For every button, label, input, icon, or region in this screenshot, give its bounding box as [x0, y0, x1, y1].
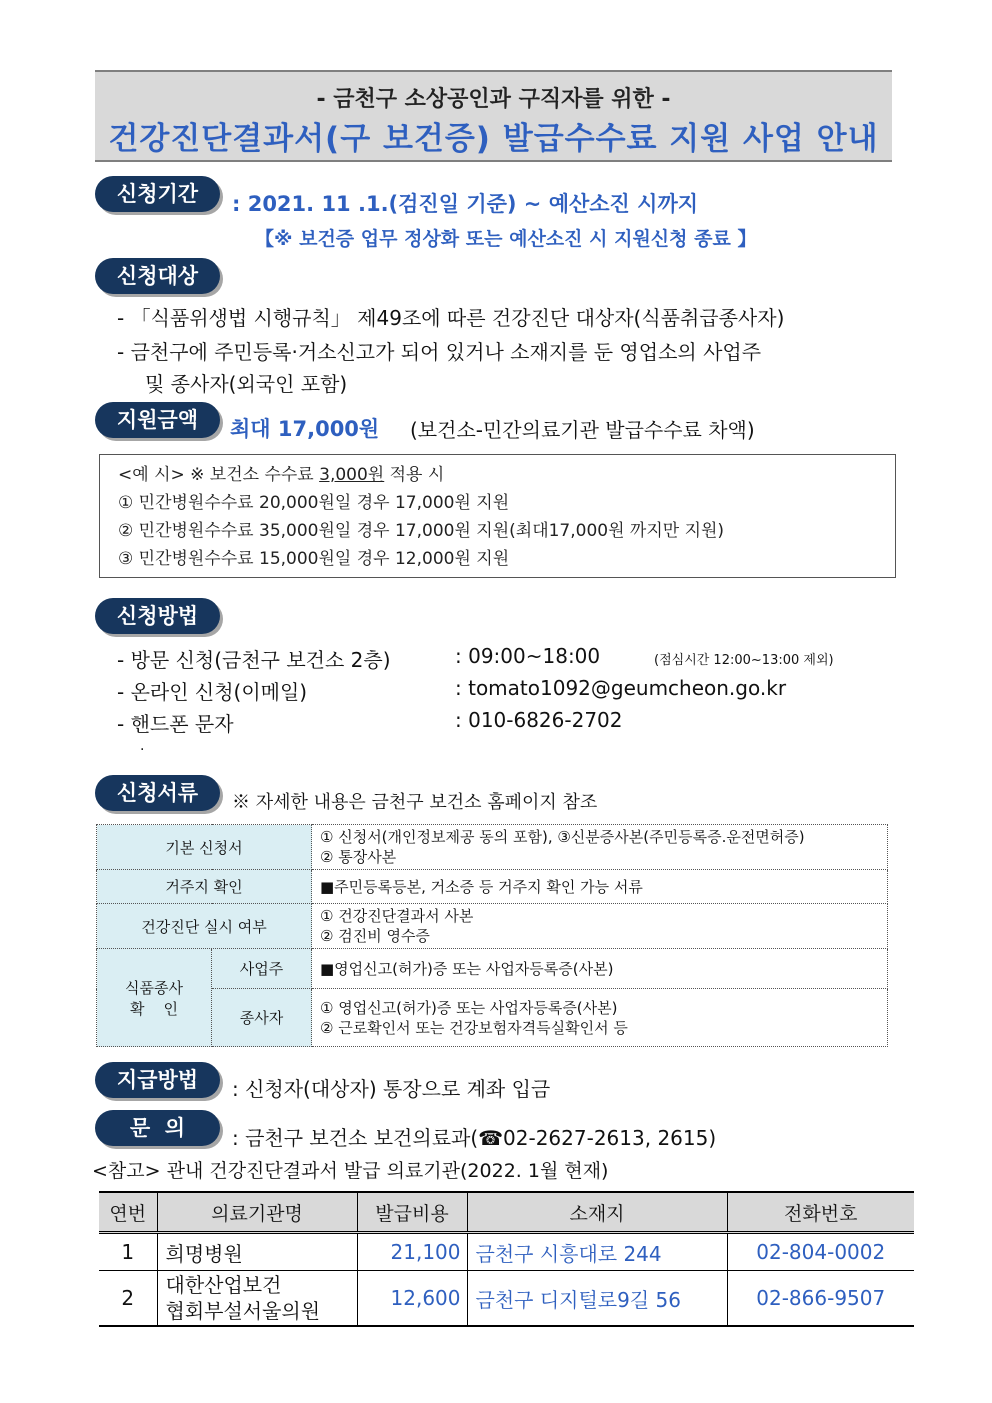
hospital-table: [99, 1191, 914, 1327]
docs-owner-value: ■영업신고(허가)증 또는 사업자등록증(사본): [312, 949, 888, 989]
docs-note: ※ 자세한 내용은 금천구 보건소 홈페이지 참조: [232, 792, 598, 813]
col-header-no: 연번: [99, 1192, 157, 1233]
hospital-name: 희명병원: [157, 1233, 357, 1271]
docs-row-health: [97, 904, 888, 949]
example-head-suffix: 적용 시: [384, 465, 445, 485]
docs-row-basic: [97, 825, 888, 870]
hospital-address: 금천구 디지털로9길 56: [467, 1271, 727, 1327]
docs-worker-label: 종사자: [212, 989, 312, 1047]
docs-basic-2: ② 통장사본: [320, 848, 397, 866]
method-online-label: - 온라인 신청(이메일): [117, 680, 308, 704]
example-line-3: ③ 민간병원수수료 15,000원일 경우 12,000원 지원: [118, 549, 510, 569]
method-lunch-note: (점심시간 12:00~13:00 제외): [654, 653, 834, 668]
docs-worker-1: ① 영업신고(허가)증 또는 사업자등록증(사본): [320, 998, 618, 1017]
table-row: [99, 1233, 914, 1271]
docs-worker-value: [312, 989, 888, 1047]
amount-max: 최대 17,000원: [230, 417, 380, 441]
col-header-address: 소재지: [467, 1192, 727, 1233]
target-item-2-cont: 및 종사자(외국인 포함): [145, 372, 348, 396]
target-item-1: - 「식품위생법 시행규칙」 제49조에 따른 건강진단 대상자(식품취급종사자): [117, 306, 785, 330]
method-visit-label: - 방문 신청(금천구 보건소 2층): [117, 648, 391, 672]
badge-target: 신청대상: [95, 258, 220, 294]
documents-table: [96, 824, 888, 1047]
docs-health-label: 건강진단 실시 여부: [97, 904, 312, 949]
docs-basic-label: 기본 신청서: [97, 825, 312, 870]
reference-title: <참고> 관내 건강진단결과서 발급 의료기관(2022. 1월 현재): [92, 1160, 609, 1182]
inquiry-text: : 금천구 보건소 보건의료과(☎02-2627-2613, 2615): [232, 1126, 717, 1150]
docs-health-value: [312, 904, 888, 949]
hospital-name-cell: [157, 1271, 357, 1327]
hospital-no: 2: [99, 1271, 157, 1327]
docs-resid-label: 거주지 확인: [97, 870, 312, 904]
hospital-address: 금천구 시흥대로 244: [467, 1233, 727, 1271]
example-box: [99, 454, 896, 578]
docs-food-label-2: 확 인: [129, 999, 179, 1018]
example-head: [118, 461, 895, 489]
col-header-name: 의료기관명: [157, 1192, 357, 1233]
method-sms-label: - 핸드폰 문자: [117, 712, 234, 736]
hospital-name: 대한산업보건: [165, 1273, 282, 1297]
col-header-fee: 발급비용: [357, 1192, 467, 1233]
docs-food-label: [97, 949, 212, 1047]
hospital-no: 1: [99, 1233, 157, 1271]
method-email[interactable]: : tomato1092@geumcheon.go.kr: [455, 676, 787, 700]
docs-basic-value: [312, 825, 888, 870]
hospital-header-row: [99, 1192, 914, 1233]
hospital-phone: 02-804-0002: [727, 1233, 914, 1271]
docs-basic-1: ① 신청서(개인정보제공 동의 포함), ③신분증사본(주민등록증.운전면허증): [320, 828, 805, 846]
hospital-name-cont: 협회부설서울의원: [165, 1299, 321, 1323]
docs-row-owner: [97, 949, 888, 989]
docs-owner-label: 사업주: [212, 949, 312, 989]
hospital-phone: 02-866-9507: [727, 1271, 914, 1327]
period-text: : 2021. 11 .1.(검진일 기준) ~ 예산소진 시까지: [232, 192, 699, 216]
hospital-fee: 12,600: [357, 1271, 467, 1327]
method-dot: .: [140, 738, 145, 754]
col-header-phone: 전화번호: [727, 1192, 914, 1233]
banner-subtitle: - 금천구 소상공인과 구직자를 위한 -: [316, 87, 671, 112]
hospital-fee: 21,100: [357, 1233, 467, 1271]
docs-health-2: ② 검진비 영수증: [320, 927, 430, 945]
badge-payment: 지급방법: [95, 1062, 220, 1098]
docs-row-residence: [97, 870, 888, 904]
badge-period: 신청기간: [95, 176, 220, 212]
method-visit-hours: : 09:00~18:00: [455, 644, 601, 668]
badge-amount: 지원금액: [95, 402, 220, 438]
banner-title: 건강진단결과서(구 보건증) 발급수수료 지원 사업 안내: [108, 121, 879, 157]
badge-docs: 신청서류: [95, 775, 220, 811]
badge-inquiry: 문 의: [95, 1110, 220, 1146]
example-line-2: ② 민간병원수수료 35,000원일 경우 17,000원 지원(최대17,000원 까지만 지원): [118, 521, 725, 541]
table-row: [99, 1271, 914, 1327]
payment-text: : 신청자(대상자) 통장으로 계좌 입금: [232, 1077, 551, 1101]
docs-resid-value: ■주민등록등본, 거소증 등 거주지 확인 가능 서류: [312, 870, 888, 904]
example-head-text: <예 시> ※ 보건소 수수료: [118, 465, 320, 485]
docs-row-worker: [97, 989, 888, 1047]
example-fee: 3,000원: [319, 465, 385, 485]
docs-worker-2: ② 근로확인서 또는 건강보험자격득실확인서 등: [320, 1018, 628, 1037]
docs-food-label-1: 식품종사: [125, 978, 183, 997]
period-note: 【※ 보건증 업무 정상화 또는 예산소진 시 지원신청 종료 】: [255, 228, 757, 250]
badge-method: 신청방법: [95, 598, 220, 634]
target-item-2: - 금천구에 주민등록·거소신고가 되어 있거나 소재지를 둔 영업소의 사업주: [117, 340, 762, 364]
amount-desc: (보건소-민간의료기관 발급수수료 차액): [410, 418, 755, 442]
example-line-1: ① 민간병원수수료 20,000원일 경우 17,000원 지원: [118, 493, 510, 513]
method-phone: : 010-6826-2702: [455, 708, 623, 732]
docs-health-1: ① 건강진단결과서 사본: [320, 907, 474, 925]
